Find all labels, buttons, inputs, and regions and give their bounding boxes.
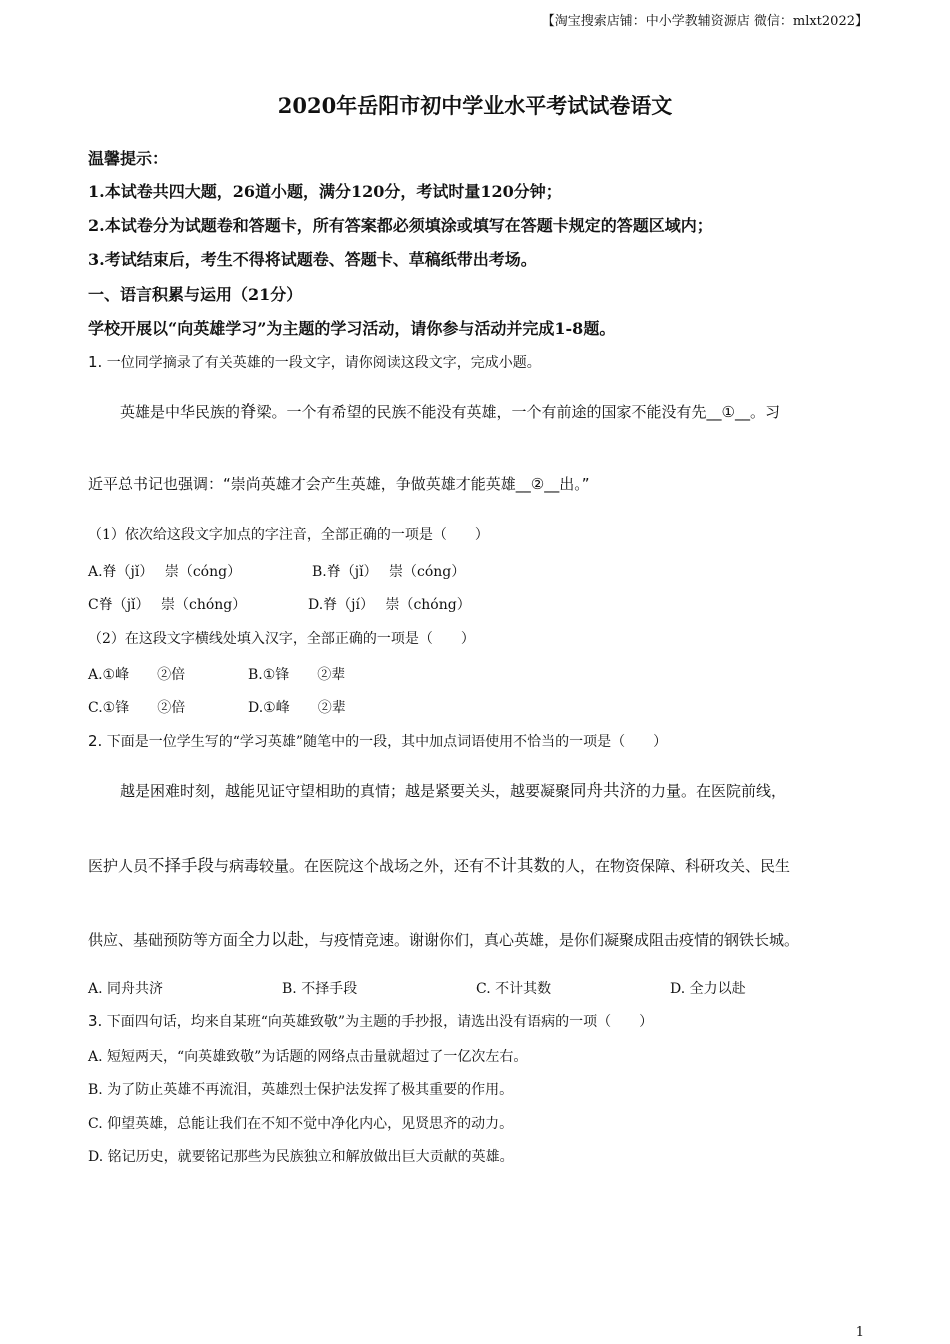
option: C. 仰望英雄，总能让我们在不知不觉中净化内心，见贤思齐的动力。	[88, 1116, 514, 1132]
option: D.①峰 ②辈	[248, 700, 346, 716]
tip-item: 3.考试结束后，考生不得将试题卷、答题卡、草稿纸带出考场。	[88, 250, 537, 269]
passage-line	[120, 398, 780, 422]
passage-text: 的力量。在医院前线，	[636, 782, 787, 800]
passage-line	[88, 926, 799, 950]
passage-text: ，与疫情竞速。谢谢你们，真心英雄，是你们凝聚成阻击疫情的钢铁长城。	[304, 931, 800, 949]
tip-item: 1.本试卷共四大题，26道小题，满分120分，考试时量120分钟；	[88, 182, 562, 201]
option: C.①锋 ②倍	[88, 700, 186, 716]
question-number: 2.	[88, 732, 103, 750]
passage-line: 近平总书记也强调：“崇尚英雄才会产生英雄，争做英雄才能英雄__②__出。”	[88, 475, 590, 493]
passage-text: 梁。一个有希望的民族不能没有英雄，一个有前途的国家不能没有先__①__。习	[256, 403, 780, 421]
dotted-word: 不择手段	[148, 856, 215, 875]
question-1	[88, 352, 541, 372]
passage-line	[88, 852, 790, 876]
header-note: 【淘宝搜索店铺：中小学教辅资源店 微信：mlxt2022】	[541, 14, 868, 29]
option: D. 全力以赴	[670, 981, 746, 997]
tips-heading: 温馨提示：	[88, 149, 169, 168]
question-3	[88, 1011, 653, 1031]
passage-text: 与病毒较量。在医院这个战场之外，还有	[214, 857, 485, 875]
dotted-char: 脊	[240, 402, 257, 421]
section-intro: 学校开展以“向英雄学习”为主题的学习活动，请你参与活动并完成1-8题。	[88, 319, 616, 338]
sub-question-stem: （2）在这段文字横线处填入汉字，全部正确的一项是（ ）	[88, 631, 475, 647]
question-stem: 下面四句话，均来自某班“向英雄致敬”为主题的手抄报，请选出没有语病的一项（ ）	[106, 1014, 654, 1030]
passage-text: 英雄是中华民族的	[120, 403, 241, 421]
page-title: 2020年岳阳市初中学业水平考试试卷语文	[277, 93, 673, 118]
section-heading: 一、语言积累与运用（21分）	[88, 285, 303, 304]
passage-line	[120, 777, 786, 801]
option: B. 为了防止英雄不再流泪，英雄烈士保护法发挥了极其重要的作用。	[88, 1082, 514, 1098]
dotted-word: 全力以赴	[238, 930, 305, 949]
option: B.脊（jǐ） 崇（cóng）	[312, 564, 466, 580]
passage-text: 越是困难时刻，越能见证守望相助的真情；越是紧要关头，越要凝聚	[120, 782, 571, 800]
option: B.①锋 ②辈	[248, 667, 346, 683]
passage-text: 医护人员	[88, 857, 149, 875]
sub-question-stem: （1）依次给这段文字加点的字注音，全部正确的一项是（ ）	[88, 527, 489, 543]
option: A. 短短两天，“向英雄致敬”为话题的网络点击量就超过了一亿次左右。	[88, 1049, 528, 1065]
option: A. 同舟共济	[88, 981, 164, 997]
option: A.脊（jǐ） 崇（cóng）	[88, 564, 242, 580]
dotted-word: 不计其数	[484, 856, 551, 875]
dotted-word: 同舟共济	[570, 781, 637, 800]
option: C脊（jǐ） 崇（chóng）	[88, 597, 247, 613]
question-stem: 一位同学摘录了有关英雄的一段文字，请你阅读这段文字，完成小题。	[106, 355, 541, 371]
passage-text: 的人，在物资保障、科研攻关、民生	[550, 857, 791, 875]
passage-text: 供应、基础预防等方面	[88, 931, 239, 949]
option: D.脊（jí） 崇（chóng）	[308, 597, 471, 613]
page-number: 1	[855, 1325, 864, 1340]
question-number: 1.	[88, 353, 103, 371]
option: A.①峰 ②倍	[88, 667, 186, 683]
option: C. 不计其数	[476, 981, 552, 997]
option: B. 不择手段	[282, 981, 358, 997]
question-stem: 下面是一位学生写的“学习英雄”随笔中的一段，其中加点词语使用不恰当的一项是（ ）	[106, 734, 668, 750]
question-2	[88, 731, 667, 751]
option: D. 铭记历史，就要铭记那些为民族独立和解放做出巨大贡献的英雄。	[88, 1149, 514, 1165]
question-number: 3.	[88, 1012, 103, 1030]
tip-item: 2.本试卷分为试题卷和答题卡，所有答案都必须填涂或填写在答题卡规定的答题区域内；	[88, 216, 713, 235]
